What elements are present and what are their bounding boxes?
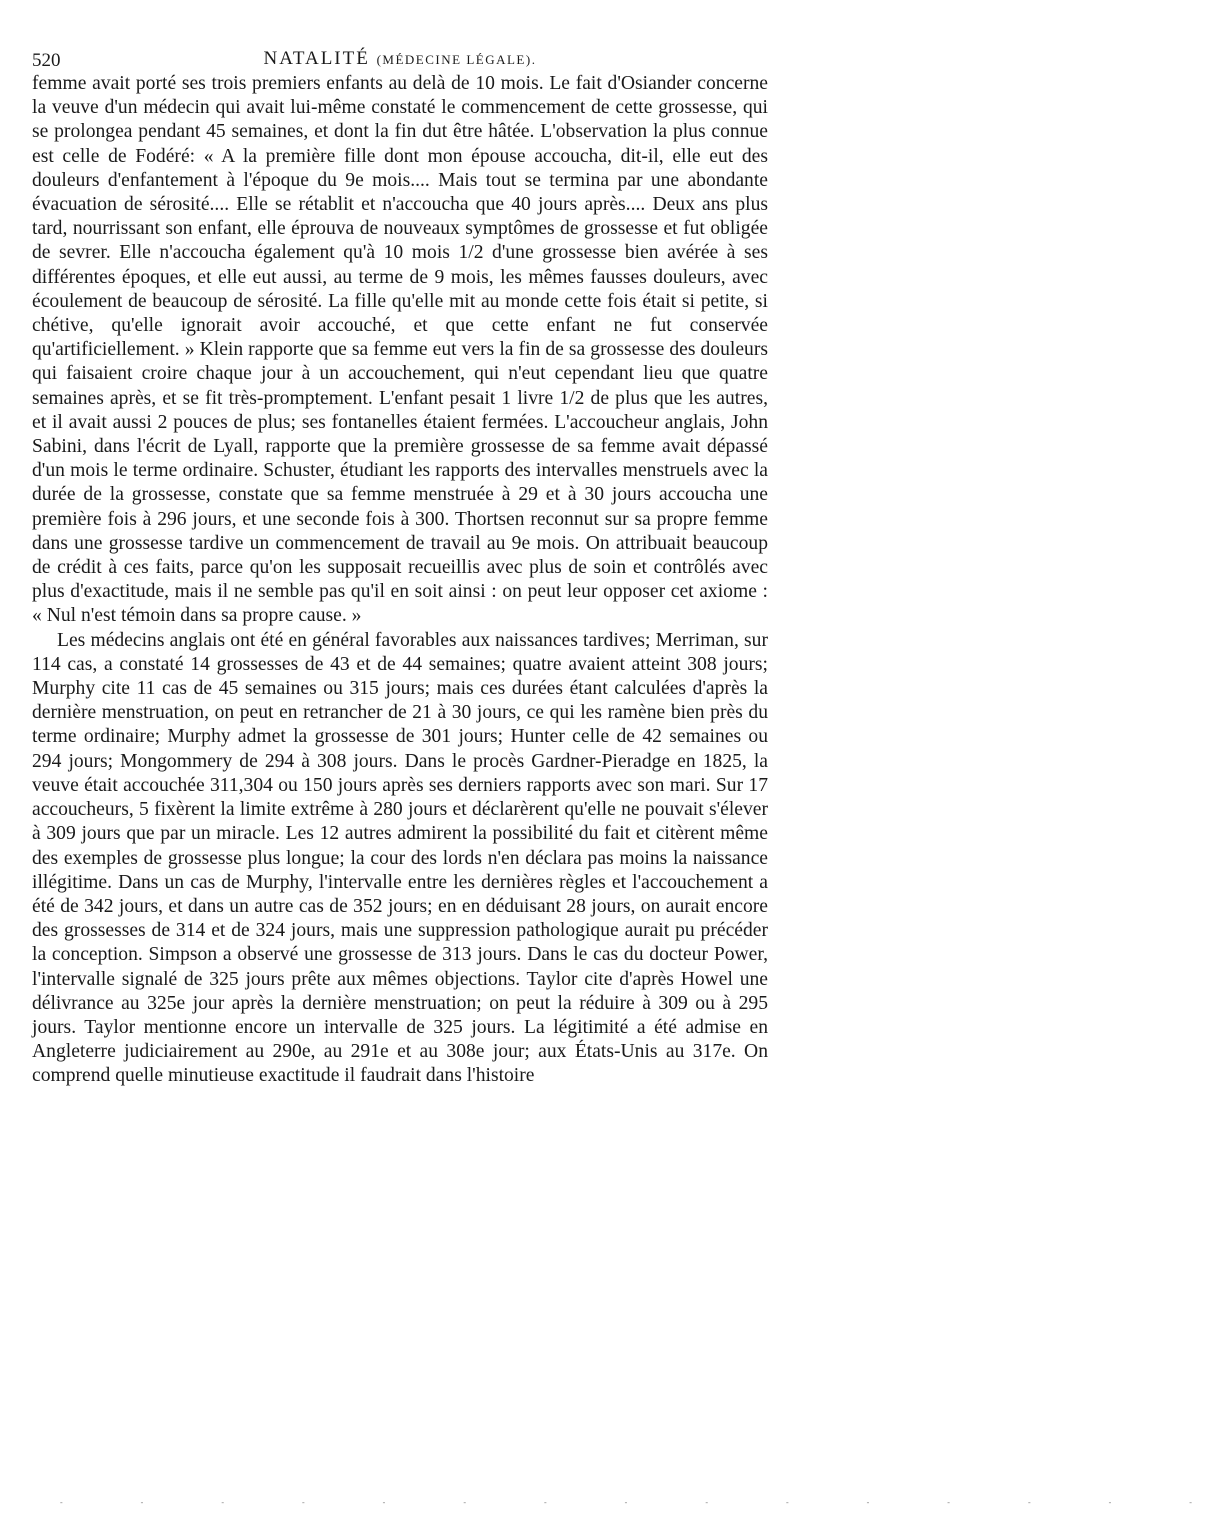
running-title: [32, 48, 768, 70]
paragraph-1: femme avait porté ses trois premiers enfants au delà de 10 mois. Le fait d'Osiander concerne la veuve d'un médecin qui avait lui-même constaté le commencement de cette grossesse, qui se prolongea pendant 45 semaines, et dont la fin dut être hâtée. L'observation la plus connue est celle de Fodéré: « A la première fille dont mon épouse accoucha, dit-il, elle eut des douleurs d'enfantement à l'époque du 9e mois.... Mais tout se termina par une abondante évacuation de sérosité.... Elle se rétablit et n'accoucha que 40 jours après.... Deux ans plus tard, nourrissant son enfant, elle éprouva de nouveaux symptômes de grossesse et fut obligée de sevrer. Elle n'accoucha également qu'à 10 mois 1/2 d'une grossesse bien avérée à ses différentes époques, et elle eut aussi, au terme de 9 mois, les mêmes fausses douleurs, avec écoulement de beaucoup de sérosité. La fille qu'elle mit au monde cette fois était si petite, si chétive, qu'elle ignorait avoir accouché, et que cette enfant ne fut conservée qu'artificiellement. » Klein rapporte que sa femme eut vers la fin de sa grossesse des douleurs qui faisaient croire chaque jour à un accouchement, qui n'eut cependant lieu que quatre semaines après, et se fit très-promptement. L'enfant pesait 1 livre 1/2 de plus que les autres, et il avait aussi 2 pouces de plus; ses fontanelles étaient fermées. L'accoucheur anglais, John Sabini, dans l'écrit de Lyall, rapporte que la première grossesse de sa femme avait dépassé d'un mois le terme ordinaire. Schuster, étudiant les rapports des intervalles menstruels avec la durée de la grossesse, constate que sa femme menstruée à 29 et à 30 jours accoucha une première fois à 296 jours, et une seconde fois à 300. Thortsen reconnut sur sa propre femme dans une grossesse tardive un commencement de travail au 9e mois. On attribuait beaucoup de crédit à ces faits, parce qu'on les supposait recueillis avec plus de soin et contrôlés avec plus d'exactitude, mais il ne semble pas qu'il en soit ainsi : on peut leur opposer cet axiome : « Nul n'est témoin dans sa propre cause. »: [32, 73, 768, 627]
page-number: 520: [32, 50, 61, 71]
running-title-main: NATALITÉ: [263, 48, 370, 69]
footer-print-marks: - - - - - - - - - - - - - - -: [60, 1498, 1230, 1507]
page-header: [32, 36, 768, 72]
paragraph-2: Les médecins anglais ont été en général favorables aux naissances tardives; Merriman, sur 114 cas, a constaté 14 grossesses de 43 et de 44 semaines; quatre avaient atteint 308 jours; Murphy cite 11 cas de 45 semaines ou 315 jours; mais ces durées étant calculées d'après la dernière menstruation, on peut en retrancher de 21 à 30 jours, ce qui les ramène bien près du terme ordinaire; Murphy admet la grossesse de 301 jours; Hunter celle de 42 semaines ou 294 jours; Mongommery de 294 à 308 jours. Dans le procès Gardner-Pieradge en 1825, la veuve était accouchée 311,304 ou 150 jours après ses derniers rapports avec son mari. Sur 17 accoucheurs, 5 fixèrent la limite extrême à 280 jours et déclarèrent qu'elle ne pouvait s'élever à 309 jours que par un miracle. Les 12 autres admirent la possibilité du fait et citèrent même des exemples de grossesse plus longue; la cour des lords n'en déclara pas moins la naissance illégitime. Dans un cas de Murphy, l'intervalle entre les dernières règles et l'accouchement a été de 342 jours, et dans un autre cas de 352 jours; en en déduisant 28 jours, on aurait encore des grossesses de 314 et de 324 jours, mais une suppression pathologique aurait pu précéder la conception. Simpson a observé une grossesse de 313 jours. Dans le cas du docteur Power, l'intervalle signalé de 325 jours prête aux mêmes objections. Taylor cite d'après Howel une délivrance au 325e jour après la dernière menstruation; on peut la réduire à 309 ou à 295 jours. Taylor mentionne encore un intervalle de 325 jours. La légitimité a été admise en Angleterre judiciairement au 290e, au 291e et au 308e jour; aux États-Unis au 317e. On comprend quelle minutieuse exactitude il faudrait dans l'histoire: [32, 629, 768, 1087]
running-title-subtitle: (MÉDECINE LÉGALE).: [376, 52, 537, 67]
